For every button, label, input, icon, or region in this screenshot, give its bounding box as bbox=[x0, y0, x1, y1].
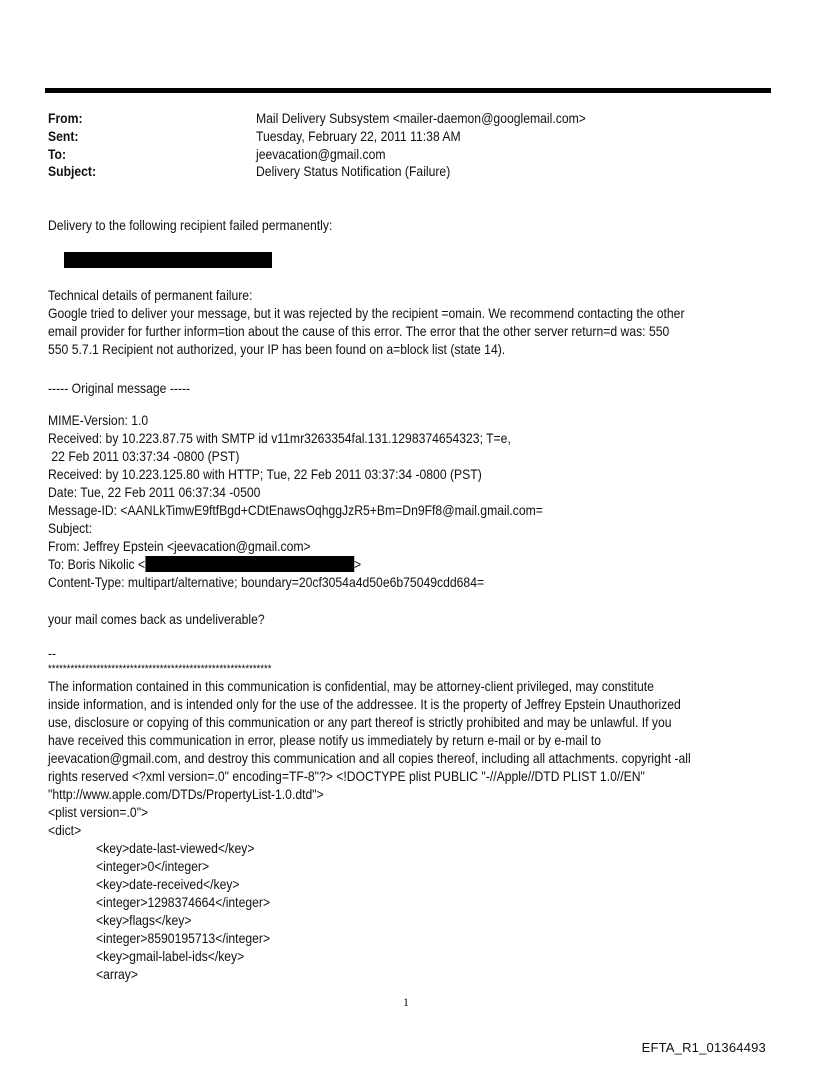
plist-line: <integer>0</integer> bbox=[96, 858, 210, 874]
from-label: From: bbox=[48, 110, 83, 126]
disclaimer-line: <dict> bbox=[48, 822, 82, 838]
plist-line: <key>date-last-viewed</key> bbox=[96, 840, 255, 856]
to-prefix: To: Boris Nikolic < bbox=[48, 556, 146, 572]
technical-line: 550 5.7.1 Recipient not authorized, your IP has been found on a=block list (state 14). bbox=[48, 341, 506, 357]
sent-label: Sent: bbox=[48, 128, 79, 144]
technical-line: Google tried to deliver your message, but it was rejected by the recipient =omain. We recommend contacting the other bbox=[48, 305, 685, 321]
disclaimer-line: <plist version=.0"> bbox=[48, 804, 149, 820]
sent-value: Tuesday, February 22, 2011 11:38 AM bbox=[256, 128, 461, 144]
disclaimer-line: "http://www.apple.com/DTDs/PropertyList-1.0.dtd"> bbox=[48, 786, 324, 802]
disclaimer-line: have received this communication in error, please notify us immediately by return e-mail or by e-mail to bbox=[48, 732, 602, 748]
redaction-email bbox=[145, 556, 354, 572]
intro-text: Delivery to the following recipient failed permanently: bbox=[48, 217, 333, 233]
plist-line: <integer>1298374664</integer> bbox=[96, 894, 271, 910]
subject-value: Delivery Status Notification (Failure) bbox=[256, 163, 451, 179]
mime-header-line: Date: Tue, 22 Feb 2011 06:37:34 -0500 bbox=[48, 484, 261, 500]
to-suffix: > bbox=[353, 556, 362, 572]
content-type-line: Content-Type: multipart/alternative; boundary=20cf3054a4d50e6b75049cdd684= bbox=[48, 574, 485, 590]
signature-dash: -- bbox=[48, 645, 57, 661]
plist-line: <array> bbox=[96, 966, 138, 982]
mime-to-line bbox=[48, 555, 361, 573]
mime-header-line: Subject: bbox=[48, 520, 93, 536]
mime-header-line: Received: by 10.223.125.80 with HTTP; Tue, 22 Feb 2011 03:37:34 -0800 (PST) bbox=[48, 466, 482, 482]
bates-number: EFTA_R1_01364493 bbox=[641, 1040, 766, 1055]
plist-line: <integer>8590195713</integer> bbox=[96, 930, 271, 946]
mime-header-line: Received: by 10.223.87.75 with SMTP id v11mr3263354fal.131.1298374654323; T=e, bbox=[48, 430, 511, 446]
technical-line: Technical details of permanent failure: bbox=[48, 287, 253, 303]
mime-header-line: From: Jeffrey Epstein <jeevacation@gmail.com> bbox=[48, 538, 311, 554]
message-text: your mail comes back as undeliverable? bbox=[48, 611, 265, 627]
plist-line: <key>date-received</key> bbox=[96, 876, 240, 892]
technical-line: email provider for further inform=tion about the cause of this error. The error that the other server return=d was: 550 bbox=[48, 323, 670, 339]
page-number: 1 bbox=[403, 995, 409, 1009]
stars-separator: ************************************************************ bbox=[48, 663, 272, 675]
header-rule bbox=[45, 88, 771, 93]
mime-header-line: MIME-Version: 1.0 bbox=[48, 412, 149, 428]
disclaimer-line: jeevacation@gmail.com, and destroy this communication and all copies thereof, including all attachments. copyright -all bbox=[48, 750, 691, 766]
disclaimer-line: use, disclosure or copying of this communication or any part thereof is strictly prohibited and may be unlawful. If you bbox=[48, 714, 672, 730]
disclaimer-line: rights reserved <?xml version=.0" encoding=TF-8"?> <!DOCTYPE plist PUBLIC "-//Apple//DTD PLIST 1.0//EN" bbox=[48, 768, 645, 784]
from-value: Mail Delivery Subsystem <mailer-daemon@googlemail.com> bbox=[256, 110, 586, 126]
to-label: To: bbox=[48, 146, 67, 162]
mime-header-line: Message-ID: <AANLkTimwE9ftfBgd+CDtEnawsOqhggJzR5+Bm=Dn9Ff8@mail.gmail.com= bbox=[48, 502, 543, 518]
to-value: jeevacation@gmail.com bbox=[256, 146, 386, 162]
plist-line: <key>flags</key> bbox=[96, 912, 192, 928]
disclaimer-line: The information contained in this communication is confidential, may be attorney-client privileged, may constitute bbox=[48, 678, 654, 694]
redaction-recipient bbox=[64, 252, 272, 268]
subject-label: Subject: bbox=[48, 163, 97, 179]
mime-header-line: 22 Feb 2011 03:37:34 -0800 (PST) bbox=[48, 448, 240, 464]
original-message-marker: ----- Original message ----- bbox=[48, 380, 191, 396]
disclaimer-line: inside information, and is intended only for the use of the addressee. It is the property of Jeffrey Epstein Unauthorized bbox=[48, 696, 681, 712]
plist-line: <key>gmail-label-ids</key> bbox=[96, 948, 245, 964]
